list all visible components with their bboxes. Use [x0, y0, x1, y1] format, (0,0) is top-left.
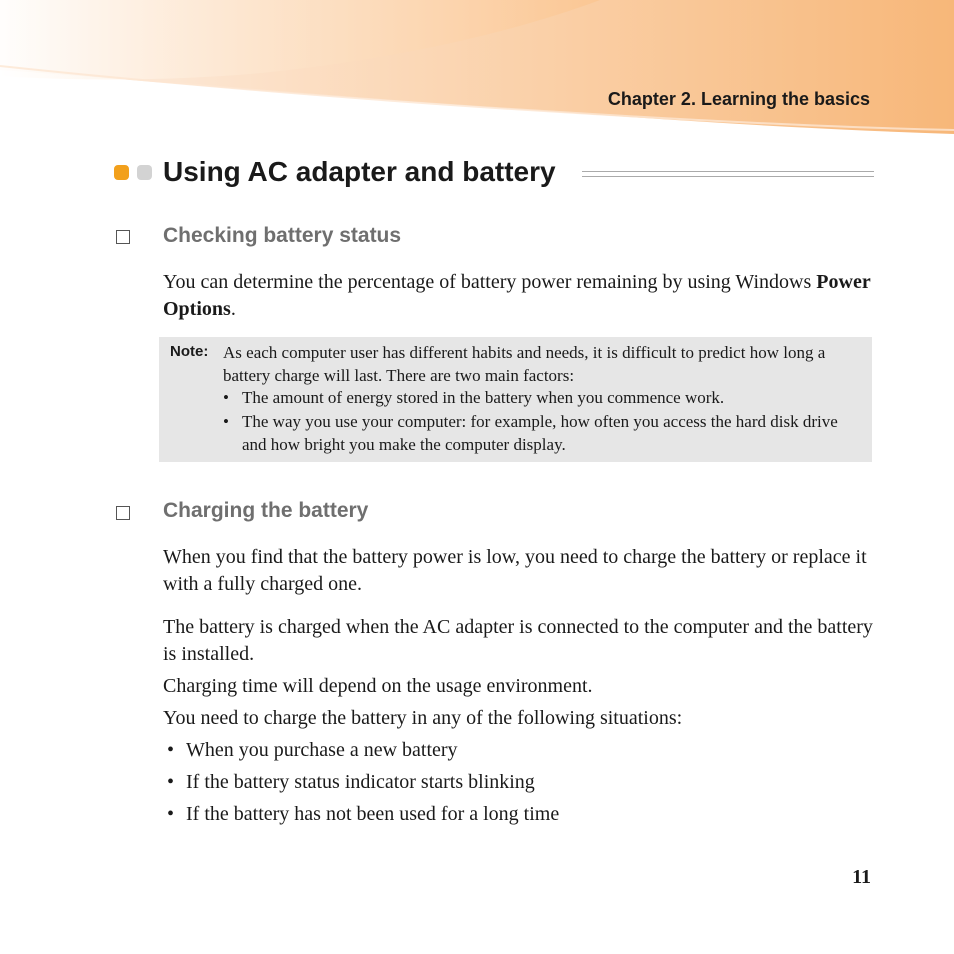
list-item: If the battery status indicator starts blinking	[186, 771, 535, 793]
paragraph-charging-3: Charging time will depend on the usage environment.	[163, 675, 593, 697]
page-number: 11	[852, 866, 871, 888]
note-bullet-1: The amount of energy stored in the battery when you commence work.	[242, 388, 725, 407]
paragraph-charging-4: You need to charge the battery in any of the following situations:	[163, 707, 683, 729]
orange-square-icon	[114, 165, 129, 180]
bullet-icon: •	[167, 803, 175, 825]
chapter-title: Chapter 2. Learning the basics	[607, 89, 870, 109]
list-item: If the battery has not been used for a long time	[186, 803, 560, 825]
paragraph-charging-2: The battery is charged when the AC adapter is connected to the computer and the battery is installed.	[163, 616, 873, 665]
subsection-heading-charging: Charging the battery	[163, 499, 369, 522]
text-span: You can determine the percentage of battery power remaining by using Windows	[163, 271, 817, 293]
note-text: As each computer user has different habits and needs, it is difficult to predict how long a battery charge will last. There are two main factors:	[223, 343, 826, 385]
bullet-icon: •	[167, 771, 175, 793]
section-title-row	[114, 155, 874, 191]
grey-square-icon	[137, 165, 152, 180]
power-options-term: Power Options	[163, 271, 871, 320]
paragraph-charging-1: When you find that the battery power is low, you need to charge the battery or replace it with a fully charged one.	[163, 546, 867, 595]
note-bullet-2: The way you use your computer: for example, how often you access the hard disk drive and how bright you make the computer display.	[242, 412, 838, 454]
note-label: Note:	[170, 343, 209, 360]
section-title: Using AC adapter and battery	[163, 156, 556, 187]
header-banner	[0, 0, 954, 140]
title-rule	[582, 171, 874, 177]
bullet-icon: •	[223, 388, 229, 407]
bullet-icon: •	[167, 739, 175, 761]
square-bullet-icon	[116, 230, 130, 244]
subsection-heading-checking: Checking battery status	[163, 224, 402, 247]
square-bullet-icon	[116, 506, 130, 520]
paragraph-checking	[163, 269, 883, 323]
list-item: When you purchase a new battery	[186, 739, 458, 761]
bullet-icon: •	[223, 412, 229, 431]
note-box	[159, 337, 872, 462]
text-span: .	[230, 298, 236, 320]
